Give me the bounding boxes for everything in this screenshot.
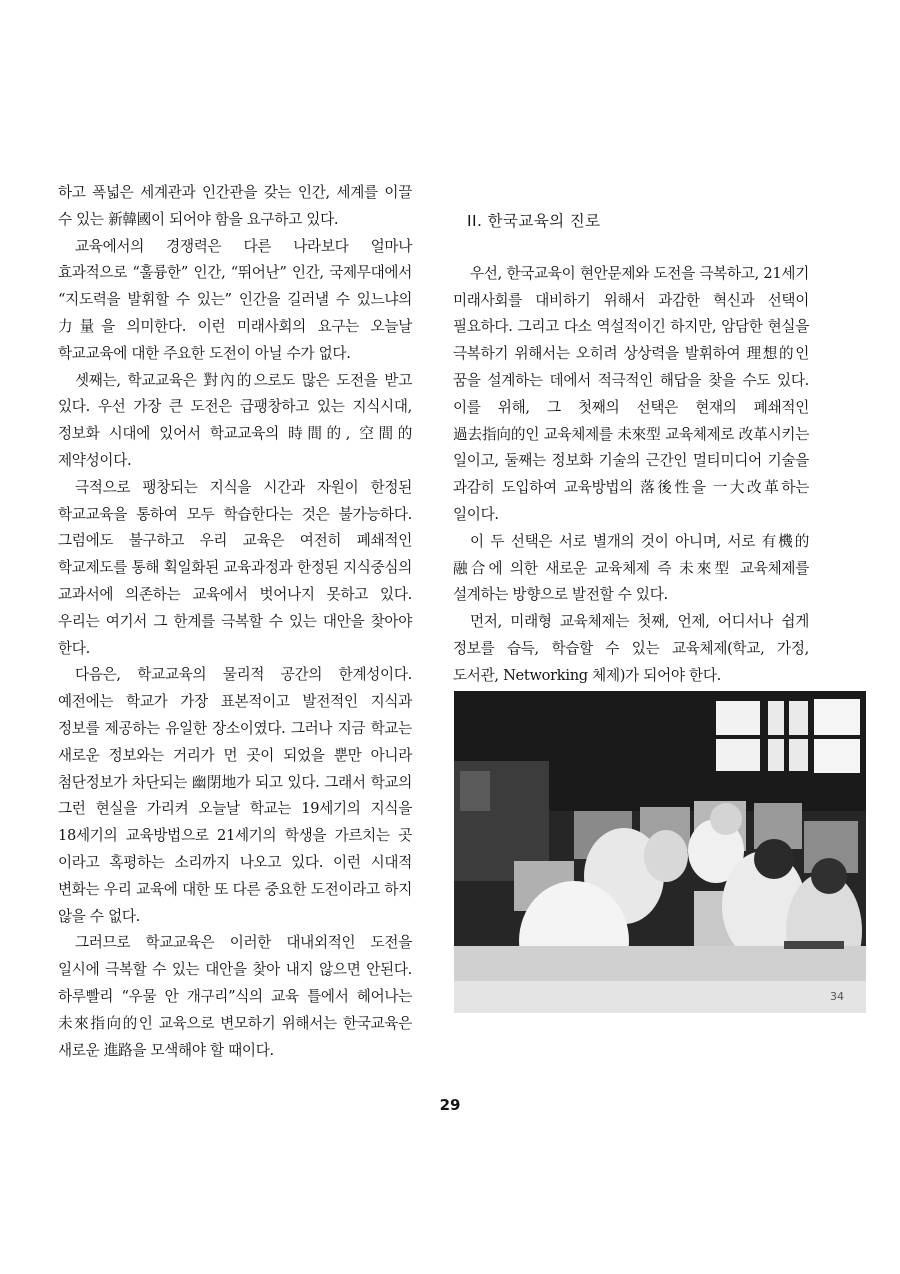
paragraph: 우선, 한국교육이 현안문제와 도전을 극복하고, 21세기 미래사회를 대비하기 위해서 과감한 혁신과 선택이 필요하다. 그리고 다소 역설적이긴 하지만, 암담한 현실을 극복하기 위해서는 오히려 상상력을 발휘하여 理想的인 꿈을 설계하는 데에서 적극적인 해답을 찾을 수도 있다. 이를 위해, 그 첫째의 선택은 현재의 폐쇄적인 過去指向的인 교육체제를 未來型 교육체제로 改革시키는 일이고, 둘째는 정보화 기술의 근간인 멀티미디어 기술을 과감히 도입하여 교육방법의 落後性을 一大改革하는 일이다.	[453, 264, 809, 523]
paragraph: 교육에서의 경쟁력은 다른 나라보다 얼마나 효과적으로 “훌륭한” 인간, “뛰어난” 인간, 국제무대에서 “지도력을 발휘할 수 있는” 인간을 길러낼 수 있느냐의 力量을 의미한다. 이런 미래사회의 요구는 오늘날 학교교육에 대한 주요한 도전이 아닐 수가 없다.	[58, 237, 412, 362]
paragraph: 극적으로 팽창되는 지식을 시간과 자원이 한정된 학교교육을 통하여 모두 학습한다는 것은 불가능하다. 그럼에도 불구하고 우리 교육은 여전히 폐쇄적인 학교제도를 통해 획일화된 교육과정과 한정된 지식중심의 교과서에 의존하는 교육에서 벗어나지 못하고 있다. 우리는 여기서 그 한계를 극복할 수 있는 대안을 찾아야 한다.	[58, 478, 412, 657]
paragraph: 먼저, 미래형 교육체제는 첫째, 언제, 어디서나 쉽게 정보를 습득, 학습할 수 있는 교육체제(학교, 가정, 도서관, Networking 체제)가 되어야 한다.	[453, 613, 809, 684]
paragraph: 다음은, 학교교육의 물리적 공간의 한계성이다. 예전에는 학교가 가장 표본적이고 발전적인 지식과 정보를 제공하는 유일한 장소이였다. 그러나 지금 학교는 새로운 정보와는 거리가 먼 곳이 되었을 뿐만 아니라 첨단정보가 차단되는 幽閉地가 되고 있다. 그래서 학교의 그런 현실을 가리켜 오늘날 학교는 19세기의 지식을 18세기의 교육방법으로 21세기의 학생을 가르치는 곳 이라고 혹평하는 소리까지 나오고 있다. 이런 시대적 변화는 우리 교육에 대한 또 다른 중요한 도전이라고 하지 않을 수 없다.	[58, 666, 412, 925]
left-text-column	[58, 180, 412, 1064]
paragraph: 셋째는, 학교교육은 對內的으로도 많은 도전을 받고 있다. 우선 가장 큰 도전은 급팽창하고 있는 지식시대, 정보화 시대에 있어서 학교교육의 時間的, 空間的 제약성이다.	[58, 371, 412, 469]
paragraph: 이 두 선택은 서로 별개의 것이 아니며, 서로 有機的 融合에 의한 새로운 교육체제 즉 未來型 교육체제를 설계하는 방향으로 발전할 수 있다.	[453, 532, 809, 604]
photo-corner-text: 34	[830, 990, 844, 1003]
right-text-column	[453, 208, 809, 690]
classroom-computer-lab-photo-icon	[454, 691, 866, 1013]
paragraph: 그러므로 학교교육은 이러한 대내외적인 도전을 일시에 극복할 수 있는 대안을 찾아 내지 않으면 안된다. 하루빨리 “우물 안 개구리”식의 교육 틀에서 헤어나는 未來指向的인 교육으로 변모하기 위해서는 한국교육은 새로운 進路을 모색해야 할 때이다.	[58, 934, 412, 1059]
classroom-photo	[454, 691, 866, 1013]
section-heading: II. 한국교육의 진로	[467, 212, 601, 230]
page-number: 29	[439, 1096, 461, 1114]
paragraph: 하고 폭넓은 세계관과 인간관을 갖는 인간, 세계를 이끌 수 있는 新韓國이 되어야 함을 요구하고 있다.	[58, 184, 412, 228]
